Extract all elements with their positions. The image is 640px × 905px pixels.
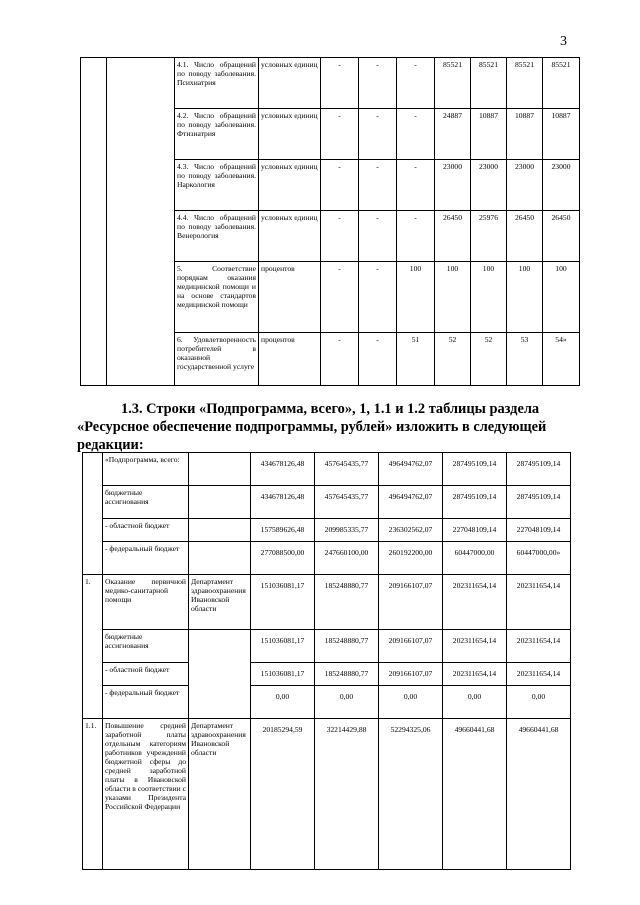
indicator-value: -: [397, 58, 435, 109]
indicator-value: -: [359, 333, 397, 386]
indicator-value: 26450: [435, 211, 471, 262]
indicator-value: 100: [543, 262, 580, 333]
budget-value: 209166107,07: [379, 575, 443, 630]
indicator-value: -: [321, 211, 359, 262]
indicator-value: 25976: [471, 211, 507, 262]
indicator-value: -: [359, 211, 397, 262]
budget-row: [83, 542, 571, 575]
budget-value: 157589626,48: [251, 519, 315, 542]
indicator-value: 23000: [471, 160, 507, 211]
budget-value: 151036081,17: [251, 575, 315, 630]
indicator-value: 85521: [471, 58, 507, 109]
blank-col-a: [81, 58, 107, 386]
budget-value: 0,00: [379, 686, 443, 719]
budget-value: 496494762,07: [379, 486, 443, 519]
indicator-value: -: [359, 109, 397, 160]
row-number: 1.1.: [83, 719, 103, 870]
budget-value: 287495109,14: [507, 453, 571, 486]
budget-value: 236302562,07: [379, 519, 443, 542]
indicator-value: 26450: [543, 211, 580, 262]
indicator-value: 51: [397, 333, 435, 386]
budget-value: 287495109,14: [507, 486, 571, 519]
budget-row: [83, 719, 571, 870]
indicator-name: 4.2. Число обращений по поводу заболевания. Фтизиатрия: [175, 109, 259, 160]
indicator-value: 100: [471, 262, 507, 333]
indicator-value: 10887: [471, 109, 507, 160]
budget-item-name: Повышение средней заработной платы отдельным категориям работников учреждений бюджетной сферы до средней заработной платы в Ивановской области в соответствии с указами Президента Российской Федерации: [103, 719, 189, 870]
budget-value: 434678126,48: [251, 453, 315, 486]
executor: Департамент здравоохранения Ивановской области: [189, 575, 251, 630]
budget-value: 202311654,14: [507, 630, 571, 663]
indicator-value: -: [321, 262, 359, 333]
budget-value: 20185294,59: [251, 719, 315, 870]
paragraph-line-3: редакции:: [77, 437, 144, 453]
indicator-value: -: [321, 160, 359, 211]
budget-value: 457645435,77: [315, 486, 379, 519]
indicator-value: 26450: [507, 211, 543, 262]
indicator-value: -: [359, 58, 397, 109]
budget-value: 60447000,00: [443, 542, 507, 575]
executor: Департамент здравоохранения Ивановской области: [189, 719, 251, 870]
budget-value: 151036081,17: [251, 630, 315, 663]
indicator-value: -: [321, 333, 359, 386]
budget-row: [83, 686, 571, 719]
executor: [189, 453, 251, 486]
indicator-unit: условных единиц: [259, 211, 321, 262]
budget-row: [83, 519, 571, 542]
budget-value: 247660100,00: [315, 542, 379, 575]
budget-item-name: - федеральный бюджет: [103, 686, 189, 719]
paragraph-line-2: «Ресурсное обеспечение подпрограммы, рублей» изложить в следующей: [77, 419, 547, 435]
indicator-unit: процентов: [259, 262, 321, 333]
indicator-value: 52: [435, 333, 471, 386]
budget-value: 185248880,77: [315, 630, 379, 663]
budget-value: 287495109,14: [443, 486, 507, 519]
indicator-unit: условных единиц: [259, 58, 321, 109]
budget-value: 209985335,77: [315, 519, 379, 542]
indicator-value: 100: [507, 262, 543, 333]
indicator-value: 100: [397, 262, 435, 333]
executor: [189, 519, 251, 542]
indicator-value: 85521: [543, 58, 580, 109]
paragraph-line-1: 1.3. Строки «Подпрограмма, всего», 1, 1.1 и 1.2 таблицы раздела: [121, 401, 540, 417]
budget-row: [83, 575, 571, 630]
budget-value: 227048109,14: [507, 519, 571, 542]
blank-col-b: [107, 58, 175, 386]
budget-value: 496494762,07: [379, 453, 443, 486]
budget-item-name: - областной бюджет: [103, 663, 189, 686]
budget-value: 202311654,14: [443, 663, 507, 686]
indicator-unit: условных единиц: [259, 109, 321, 160]
indicator-name: 4.3. Число обращений по поводу заболевания. Наркология: [175, 160, 259, 211]
resources-table: [82, 452, 571, 870]
executor: [189, 630, 251, 719]
budget-value: 277088500,00: [251, 542, 315, 575]
budget-item-name: - федеральный бюджет: [103, 542, 189, 575]
indicator-value: -: [359, 160, 397, 211]
indicator-value: 23000: [543, 160, 580, 211]
indicator-value: 24887: [435, 109, 471, 160]
indicators-table: [80, 57, 580, 386]
indicator-value: 54»: [543, 333, 580, 386]
budget-value: 0,00: [507, 686, 571, 719]
budget-row: [83, 663, 571, 686]
budget-value: 227048109,14: [443, 519, 507, 542]
indicator-unit: условных единиц: [259, 160, 321, 211]
indicator-value: 85521: [507, 58, 543, 109]
indicator-value: 23000: [435, 160, 471, 211]
budget-value: 32214429,88: [315, 719, 379, 870]
indicator-value: 52: [471, 333, 507, 386]
budget-row: [83, 453, 571, 486]
budget-value: 49660441,68: [443, 719, 507, 870]
row-number: 1.: [83, 575, 103, 719]
budget-value: 0,00: [251, 686, 315, 719]
budget-value: 185248880,77: [315, 663, 379, 686]
budget-value: 52294325,06: [379, 719, 443, 870]
indicator-value: -: [397, 211, 435, 262]
indicator-name: 4.1. Число обращений по поводу заболевания. Психиатрия: [175, 58, 259, 109]
indicator-value: 85521: [435, 58, 471, 109]
budget-value: 0,00: [315, 686, 379, 719]
indicator-value: -: [397, 109, 435, 160]
indicator-value: 23000: [507, 160, 543, 211]
executor: [189, 486, 251, 519]
budget-value: 49660441,68: [507, 719, 571, 870]
budget-value: 0,00: [443, 686, 507, 719]
indicator-value: 100: [435, 262, 471, 333]
row-number: [83, 453, 103, 575]
section-paragraph: [77, 400, 567, 454]
budget-row: [83, 630, 571, 663]
budget-value: 202311654,14: [507, 575, 571, 630]
budget-value: 202311654,14: [443, 630, 507, 663]
budget-value: 260192200,00: [379, 542, 443, 575]
budget-value: 209166107,07: [379, 663, 443, 686]
budget-value: 202311654,14: [443, 575, 507, 630]
budget-item-name: Оказание первичной медико-санитарной помощи: [103, 575, 189, 630]
indicator-value: -: [321, 58, 359, 109]
indicator-name: 4.4. Число обращений по поводу заболевания. Венерология: [175, 211, 259, 262]
indicator-name: 5. Соответствие порядкам оказания медицинской помощи и на основе стандартов медицинской помощи: [175, 262, 259, 333]
indicator-value: -: [321, 109, 359, 160]
budget-row: [83, 486, 571, 519]
indicator-value: 53: [507, 333, 543, 386]
budget-item-name: бюджетные ассигнования: [103, 486, 189, 519]
budget-item-name: «Подпрограмма, всего:: [103, 453, 189, 486]
budget-value: 209166107,07: [379, 630, 443, 663]
budget-value: 434678126,48: [251, 486, 315, 519]
indicator-row: [81, 58, 580, 109]
budget-item-name: бюджетные ассигнования: [103, 630, 189, 663]
page-number: 3: [560, 34, 567, 49]
indicator-value: 10887: [543, 109, 580, 160]
budget-value: 457645435,77: [315, 453, 379, 486]
indicator-value: 10887: [507, 109, 543, 160]
budget-value: 202311654,14: [507, 663, 571, 686]
budget-value: 185248880,77: [315, 575, 379, 630]
budget-value: 60447000,00»: [507, 542, 571, 575]
indicator-name: 6. Удовлетворенность потребителей в оказанной государственной услуге: [175, 333, 259, 386]
budget-item-name: - областной бюджет: [103, 519, 189, 542]
budget-value: 287495109,14: [443, 453, 507, 486]
indicator-value: -: [397, 160, 435, 211]
indicator-unit: процентов: [259, 333, 321, 386]
executor: [189, 542, 251, 575]
indicator-value: -: [359, 262, 397, 333]
budget-value: 151036081,17: [251, 663, 315, 686]
